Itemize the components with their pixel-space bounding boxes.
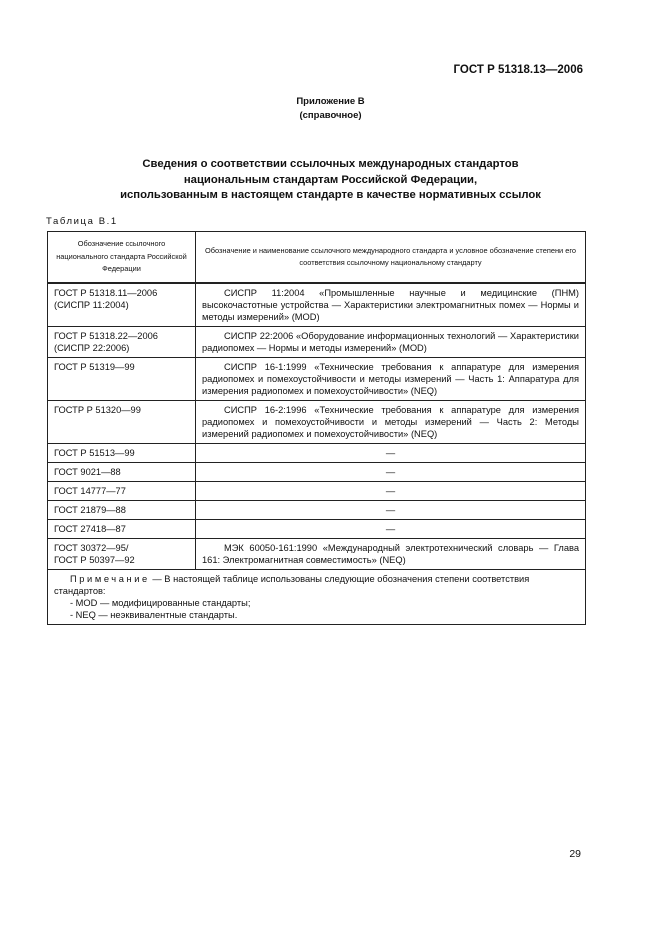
international-standard-cell: — <box>196 482 586 501</box>
table-header-row <box>48 232 586 284</box>
national-standard-cell: ГОСТ 30372—95/ ГОСТ Р 50397—92 <box>48 539 196 570</box>
international-standard-cell: — <box>196 520 586 539</box>
international-standard-cell: СИСПР 16-2:1996 «Технические требования к аппаратуре для измерения радиопомех и помехоустойчивости и методы измерений — Часть 2: Методы измерений радиопомех и помехоустойчивости» (NEQ) <box>196 401 586 444</box>
page-number: 29 <box>569 848 581 860</box>
table-row <box>48 520 586 539</box>
table-caption: Таблица В.1 <box>46 216 118 227</box>
table-note-row <box>48 570 586 625</box>
international-standard-cell: СИСПР 16-1:1999 «Технические требования к аппаратуре для измерения радиопомех и помехоустойчивости и методы измерений — Часть 1: Аппаратура для измерения радиопомех и помехоустойчивости» (NEQ) <box>196 358 586 401</box>
table-row <box>48 401 586 444</box>
international-standard-cell: СИСПР 11:2004 «Промышленные научные и медицинские (ПНМ) высокочастотные устройства — Характеристики электромагнитных помех — Нормы и методы измерений» (MOD) <box>196 283 586 327</box>
national-standard-cell: ГОСТ Р 51318.22—2006 (СИСПР 22:2006) <box>48 327 196 358</box>
national-standard-cell: ГОСТ Р 51513—99 <box>48 444 196 463</box>
header-national-standard: Обозначение ссылочного национального стандарта Российской Федерации <box>48 232 196 284</box>
title-line-1: Сведения о соответствии ссылочных международных стандартов <box>142 158 519 170</box>
national-standard-cell: ГОСТ 21879—88 <box>48 501 196 520</box>
national-standard-cell: ГОСТ 9021—88 <box>48 463 196 482</box>
note-item-mod: - MOD — модифицированные стандарты; <box>70 598 251 608</box>
international-standard-cell: СИСПР 22:2006 «Оборудование информационных технологий — Характеристики радиопомех — Нормы и методы измерений» (MOD) <box>196 327 586 358</box>
international-standard-cell: МЭК 60050-161:1990 «Международный электротехнический словарь — Глава 161: Электромагнитная совместимость» (NEQ) <box>196 539 586 570</box>
title-line-2: национальным стандартам Российской Федерации, <box>183 173 478 186</box>
section-title <box>0 157 661 204</box>
standards-correspondence-table <box>47 231 586 625</box>
national-standard-cell: ГОСТ 14777—77 <box>48 482 196 501</box>
international-standard-cell: — <box>196 444 586 463</box>
national-standard-cell: ГОСТ 27418—87 <box>48 520 196 539</box>
table-note <box>48 570 586 625</box>
international-standard-cell: — <box>196 501 586 520</box>
title-line-3: использованным в настоящем стандарте в качестве нормативных ссылок <box>120 189 541 201</box>
appendix-type: (справочное) <box>299 110 362 121</box>
table-row <box>48 482 586 501</box>
table-row <box>48 358 586 401</box>
header-international-standard: Обозначение и наименование ссылочного международного стандарта и условное обозначение степени его соответствия ссылочному национальному стандарту <box>196 232 586 284</box>
international-standard-cell: — <box>196 463 586 482</box>
appendix-label: Приложение В <box>296 96 365 107</box>
table-row <box>48 463 586 482</box>
appendix-heading <box>0 95 661 123</box>
note-text: — В настоящей таблице использованы следующие обозначения степени соответствия стандартов: <box>54 574 530 596</box>
table-row <box>48 283 586 327</box>
document-code: ГОСТ Р 51318.13—2006 <box>453 64 583 76</box>
national-standard-cell: ГОСТ Р 51319—99 <box>48 358 196 401</box>
note-heading: Примечание <box>70 574 150 584</box>
table-row <box>48 327 586 358</box>
table-row <box>48 539 586 570</box>
national-standard-cell: ГОСТ Р 51318.11—2006 (СИСПР 11:2004) <box>48 283 196 327</box>
table-row <box>48 444 586 463</box>
table-row <box>48 501 586 520</box>
note-item-neq: - NEQ — неэквивалентные стандарты. <box>70 610 238 620</box>
national-standard-cell: ГОСТР Р 51320—99 <box>48 401 196 444</box>
